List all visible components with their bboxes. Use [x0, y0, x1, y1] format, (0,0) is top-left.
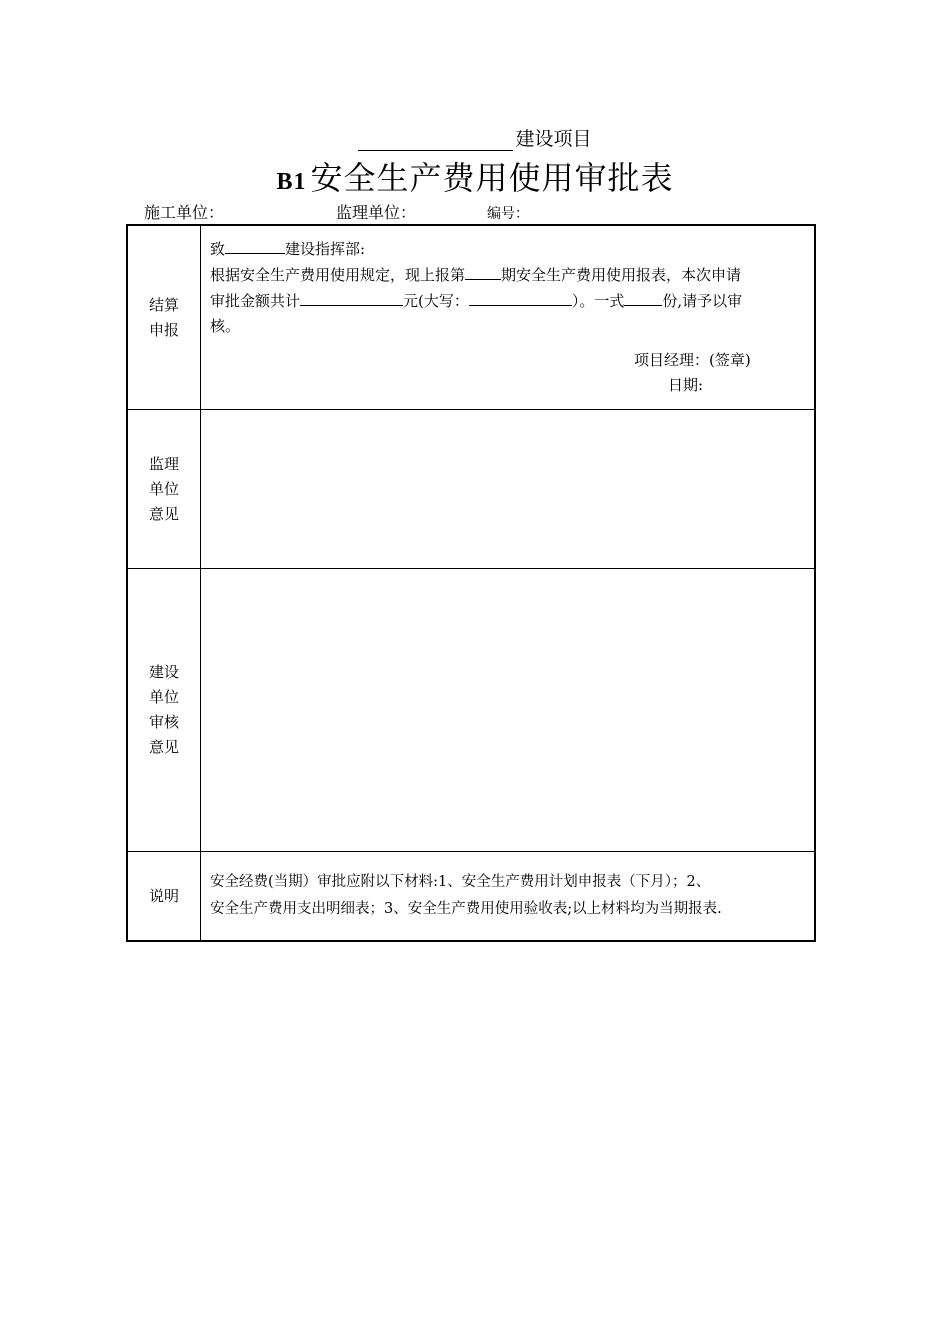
addressee-line: 致 建设指挥部:: [210, 236, 806, 262]
settlement-label: 结算 申报: [127, 225, 201, 410]
addressee-blank[interactable]: [225, 236, 285, 254]
form-title-text: 安全生产费用使用审批表: [310, 159, 674, 197]
application-text-line1: 根据安全生产费用使用规定，现上报第 期安全生产费用使用报表，本次申请: [210, 262, 806, 288]
supervision-row: [127, 410, 815, 569]
owner-review-label: 建设 单位 审核 意见: [127, 569, 201, 852]
amount-words-blank[interactable]: [469, 288, 572, 306]
owner-review-row: [127, 569, 815, 852]
project-name-line: [0, 124, 950, 151]
supervision-opinion-field[interactable]: [201, 410, 816, 569]
notes-content: [201, 852, 816, 942]
settlement-row: [127, 225, 815, 410]
manager-signature-label: 项目经理：(签章): [634, 351, 751, 369]
form-title: [0, 153, 950, 199]
copies-blank[interactable]: [624, 288, 662, 306]
notes-text-line1: 安全经费(当期）审批应附以下材料:1、安全生产费用计划申报表（下月）；2、: [210, 874, 711, 890]
signature-block: [634, 348, 751, 398]
notes-row: [127, 852, 815, 942]
supervision-unit-label: 监理单位：: [336, 203, 417, 222]
date-label: 日期:: [668, 376, 704, 394]
settlement-content: [201, 225, 816, 410]
supervision-label: 监理 单位 意见: [127, 410, 201, 569]
construction-unit-label: 施工单位：: [144, 203, 225, 222]
project-name-blank[interactable]: [358, 130, 513, 151]
period-blank[interactable]: [465, 262, 501, 280]
form-code: B1: [276, 169, 307, 195]
application-text-line3: 核。: [210, 317, 241, 335]
project-suffix: 建设项目: [515, 128, 592, 150]
number-label: 编号：: [487, 206, 529, 222]
owner-review-opinion-field[interactable]: [201, 569, 816, 852]
amount-blank[interactable]: [300, 288, 403, 306]
approval-table: [126, 224, 816, 942]
notes-text-line2: 安全生产费用支出明细表；3、安全生产费用使用验收表;以上材料均为当期报表.: [210, 901, 722, 917]
application-text-line2: 审批金额共计 元(大写： ）。一式 份,请予以审: [210, 288, 806, 314]
notes-label: 说明: [127, 852, 201, 942]
